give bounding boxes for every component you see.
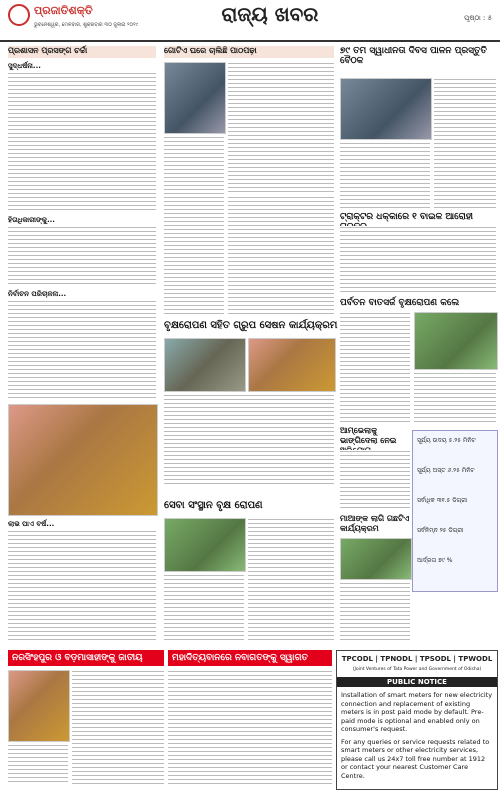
photo-right-tree [340,538,412,580]
ad-subtitle: (Joint Ventures of Tata Power and Government of Odisha) [352,667,482,672]
photo-right-plantation [414,312,498,370]
ad-body-p2: For any queries or service requests related to smart meters or other electricity services, please call us 24x7 toll free number at 1912 or contact your nearest Customer Care Centre. [341,737,490,780]
weather-item: ଆର୍ଦ୍ରତା ୭୯ % [417,557,453,564]
section-title: ରାଜ୍ୟ ଖବର [221,2,319,26]
article-right-body-2 [340,142,430,208]
article-mid-body-2 [164,136,224,316]
photo-mid-event [248,338,336,392]
article-right-body-1 [434,78,496,208]
ad-title: PUBLIC NOTICE [337,677,497,687]
photo-bottom-left [8,670,70,742]
weather-box [412,430,498,592]
headline-left-sub: ସୁଦ୍ଧର୍ଷନା... [8,62,41,70]
article-mid-body-1 [228,62,334,192]
article-mid-body-3 [228,196,334,316]
headline-left-top: ପ୍ରଶାସନ ପ୍ରସଙ୍ଗ ଚର୍ଚ୍ଚା [8,46,156,58]
weather-item: ସର୍ବାଧିକ ୩୧.୫ ଡିଗ୍ରୀ [417,497,468,504]
headline-mid-top: ଗୋଟିଏ ଘରେ ଚାଲିଛି ପାଠପଢ଼ା [164,46,334,58]
article-right-body-3 [340,226,496,294]
weather-item: ସର୍ବନିମ୍ନ ୨୫ ଡିଗ୍ରୀ [417,527,464,534]
article-bottom-mid-body [168,670,332,784]
masthead [0,0,500,42]
headline-right-mid: ଟ୍ରାକ୍ଟର ଧକ୍କାରେ ୧ ବାଇକ ଆରୋହୀ [340,212,474,222]
headline-right-center: ପର୍ବତନ ବାତସର୍ଜ ବୃକ୍ଷରୋପଣ କଲେ [340,298,460,308]
public-notice-ad [336,650,498,790]
ad-logos: TPCODL | TPNODL | TPSODL | TPWODL [341,655,493,663]
photo-right-meeting [340,78,432,140]
article-bottom-left-body-2 [8,744,68,784]
date-line: ଭୁବନେଶ୍ୱର, ମେଳବାର, ଶୁକ୍ରବାର ୩୦ ଜୁଲାଇ ୨୦୧୯ [34,22,139,28]
paper-name: ପ୍ରଜାତିଶକ୍ତି [34,4,93,17]
article-right-body-6 [340,450,410,510]
article-mid-body-5 [248,518,334,642]
ad-body [341,691,493,780]
headline-left-lower: ଲାଭ ପାଏ ବର୍ଷ... [8,520,55,528]
headline-right-lower2: ମାଆଙ୍କ ଲାଗି ଗଛଟିଏ କାର୍ଯ୍ୟକ୍ରମ [340,514,410,533]
headline-right-top: ୭୯ ତମ ସ୍ୱାଧୀନତା ଦିବସ ପାଳନ ପ୍ରସ୍ତୁତି ବୈଠକ [340,46,487,66]
newspaper-logo [8,4,30,26]
page-number: ପୃଷ୍ଠା : ୫ [464,14,492,22]
weather-item: ସୂର୍ଯ୍ୟ ଉଦୟ ୫.୨୫ ମିନିଟ [417,437,476,444]
headline-mid-center: ବୃକ୍ଷରୋପଣ ସହିତ ଗ୍ରୁପ ସେଷନ କାର୍ଯ୍ୟକ୍ରମ [164,320,338,331]
headline-mid-lower: ସେବା ସଂସ୍ଥାନ ବୃକ୍ଷ ରୋପଣ [164,500,263,511]
photo-mid-portrait [164,62,226,134]
article-left-body-4 [8,530,156,642]
article-left-body-1 [8,72,156,212]
weather-item: ସୂର୍ଯ୍ୟ ଅସ୍ତ ୬.୨୫ ମିନିଟ [417,467,475,474]
article-mid-body-6 [164,574,244,642]
article-left-body-3 [8,300,156,400]
headline-left-mid2: ନିର୍ବାଚନ ପରିଚାଳନା... [8,290,67,298]
article-right-body-5 [414,372,496,422]
headline-bottom-mid: ମହାଦିତ୍ୟବାନରେ ନବାଗତଙ୍କୁ ସ୍ୱାଗତ [168,650,332,666]
photo-mid-meeting [164,338,246,392]
headline-bottom-left: ନରସିଂହପୁର ଓ ବଡ଼ମାସାହୀଙ୍କୁ ଜାତୀୟ [8,650,164,666]
article-mid-body-4 [164,394,334,484]
article-right-body-7 [340,582,410,642]
article-right-body-4 [340,312,410,422]
ad-body-p1: Installation of smart meters for new electricity connection and replacement of existing meters is in post paid mode by default. Pre-paid mode is optional and enabled only on consumer's request. [341,691,493,733]
headline-left-mid: ହିତାଧିକାରୀଙ୍କୁ... [8,216,55,224]
headline-right-lower: ଆମ୍ଭେଲାକୁ ଭାଙ୍ଗିଦେଲା ନେଇ [340,426,397,445]
photo-mid-plantation [164,518,246,572]
article-bottom-left-body [72,670,164,784]
photo-left-group [8,404,158,516]
article-left-body-2 [8,226,156,286]
